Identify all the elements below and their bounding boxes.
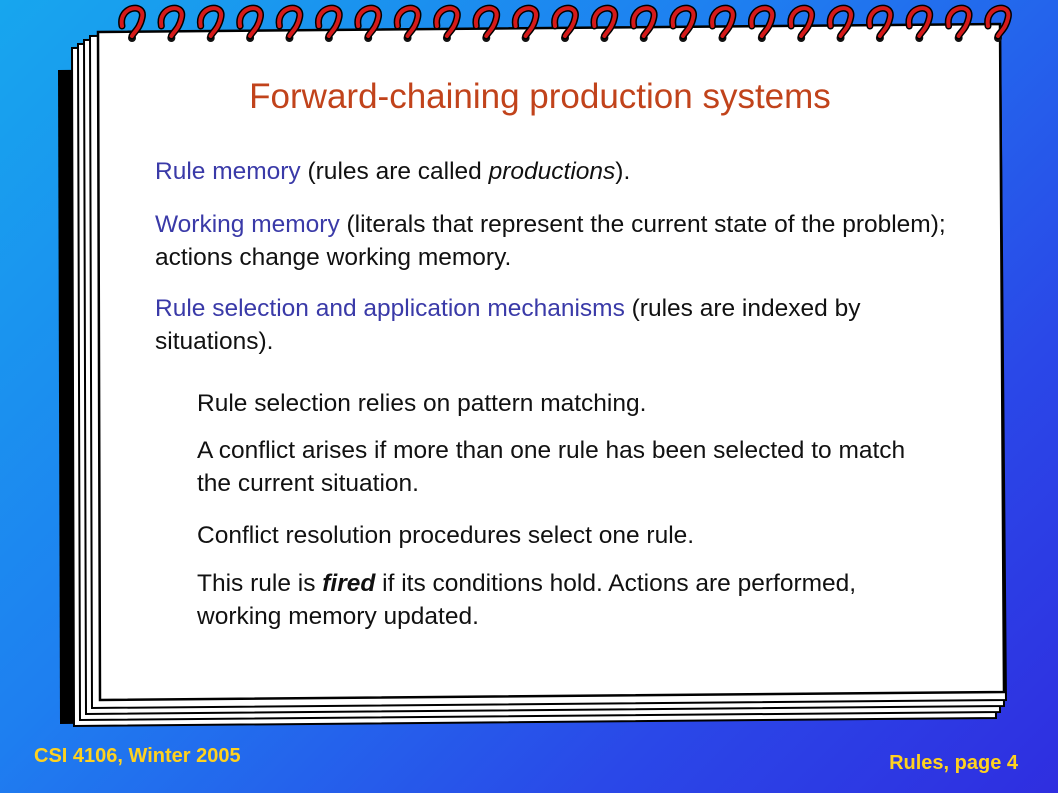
paragraph-working-memory: [155, 208, 955, 274]
term-rule-selection: Rule selection and application mechanisms: [155, 295, 625, 322]
sub-item-pattern-matching: Rule selection relies on pattern matching.: [197, 390, 647, 417]
sub-item-conflict-resolution: Conflict resolution procedures select one rule.: [197, 522, 695, 549]
text-working-memory-desc: (literals that represent the current state of the problem); actions change working memory.: [155, 211, 946, 271]
footer-page-number: Rules, page 4: [889, 752, 1018, 774]
text-rule-selection-desc: (rules are indexed by situations).: [155, 295, 861, 355]
sub-item-conflict: A conflict arises if more than one rule has been selected to match the current situation.: [197, 437, 906, 497]
text-fired-pre: This rule is: [197, 570, 323, 597]
slide-title: Forward-chaining production systems: [249, 77, 831, 116]
term-productions: productions: [488, 158, 616, 185]
paragraph-rule-memory: [155, 155, 945, 188]
paragraph-rule-selection: [155, 292, 955, 358]
sub-item-fired: [197, 567, 927, 633]
text-fired-post: if its conditions hold. Actions are performed, working memory updated.: [197, 570, 857, 630]
term-rule-memory: Rule memory: [155, 158, 301, 185]
footer-course: CSI 4106, Winter 2005: [34, 745, 241, 767]
text-rule-memory-desc: (rules are called: [300, 158, 489, 185]
term-fired: fired: [322, 570, 376, 597]
text-close-paren: ).: [615, 158, 631, 185]
term-working-memory: Working memory: [155, 211, 340, 238]
